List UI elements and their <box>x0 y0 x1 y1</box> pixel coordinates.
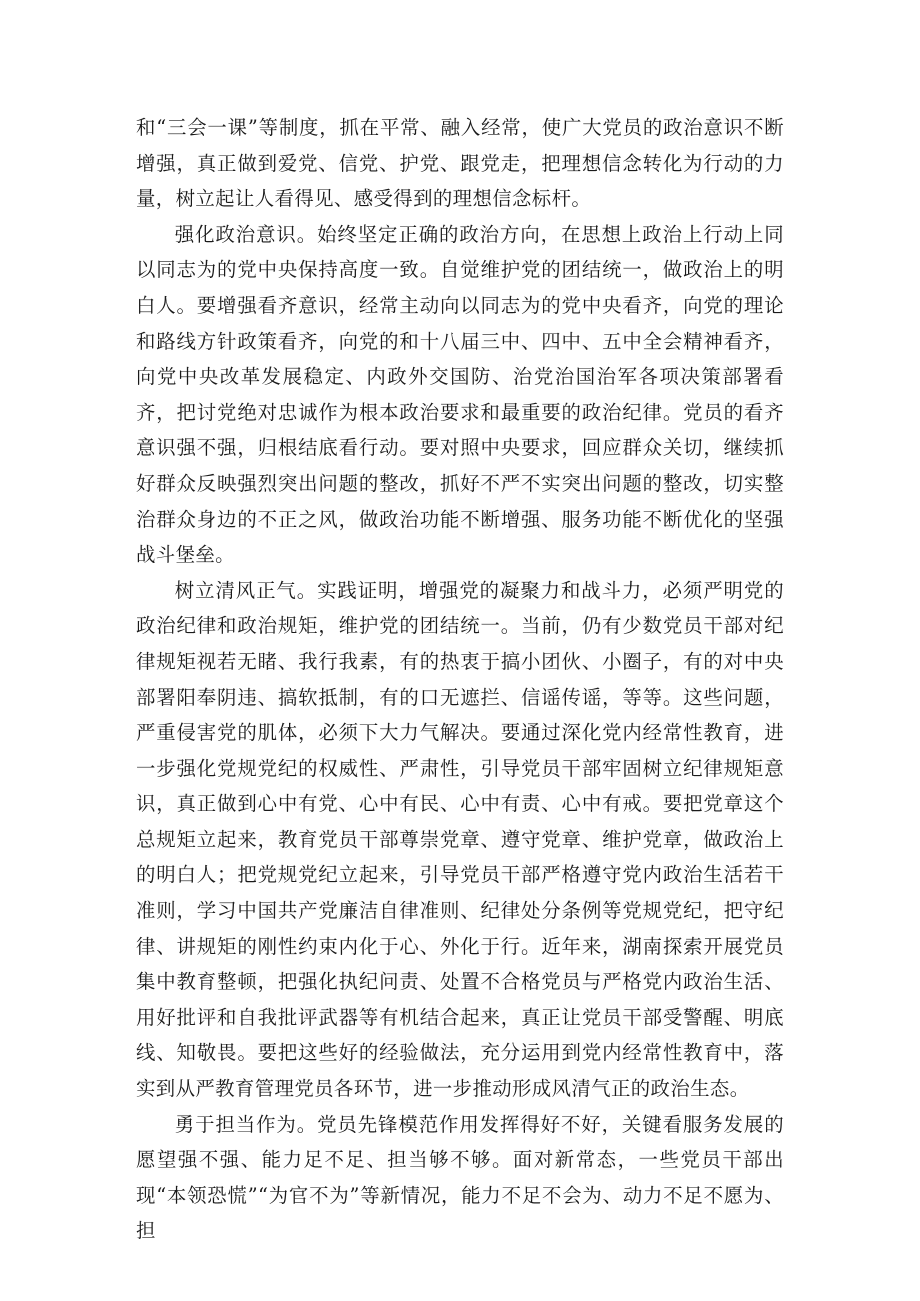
paragraph-clean-atmosphere: 树立清风正气。实践证明，增强党的凝聚力和战斗力，必须严明党的政治纪律和政治规矩，维护党的团结统一。当前，仍有少数党员干部对纪律规矩视若无睹、我行我素，有的热衷于搞小团伙、小圈子，有的对中央部署阳奉阴违、搞软抵制，有的口无遮拦、信谣传谣，等等。这些问题，严重侵害党的肌体，必须下大力气解决。要通过深化党内经常性教育，进一步强化党规党纪的权威性、严肃性，引导党员干部牢固树立纪律规矩意识，真正做到心中有党、心中有民、心中有责、心中有戒。要把党章这个总规矩立起来，教育党员干部尊崇党章、遵守党章、维护党章，做政治上的明白人；把党规党纪立起来，引导党员干部严格遵守党内政治生活若干准则，学习中国共产党廉洁自律准则、纪律处分条例等党规党纪，把守纪律、讲规矩的刚性约束内化于心、外化于行。近年来，湖南探索开展党员集中教育整顿，把强化执纪问责、处置不合格党员与严格党内政治生活、用好批评和自我批评武器等有机结合起来，真正让党员干部受警醒、明底线、知敬畏。要把这些好的经验做法，充分运用到党内经常性教育中，落实到从严教育管理党员各环节，进一步推动形成风清气正的政治生态。 <box>136 578 784 1101</box>
paragraph-take-responsibility: 勇于担当作为。党员先锋模范作用发挥得好不好，关键看服务发展的愿望强不强、能力足不足、担当够不够。面对新常态，一些党员干部出现“本领恐慌”“为官不为”等新情况，能力不足不会为、动力不足不愿为、担 <box>136 1112 784 1243</box>
document-body <box>136 110 784 1249</box>
paragraph-political-awareness: 强化政治意识。始终坚定正确的政治方向，在思想上政治上行动上同以同志为的党中央保持高度一致。自觉维护党的团结统一，做政治上的明白人。要增强看齐意识，经常主动向以同志为的党中央看齐，向党的理论和路线方针政策看齐，向党的和十八届三中、四中、五中全会精神看齐，向党中央改革发展稳定、内政外交国防、治党治国治军各项决策部署看齐，把讨党绝对忠诚作为根本政治要求和最重要的政治纪律。党员的看齐意识强不强，归根结底看行动。要对照中央要求，回应群众关切，继续抓好群众反映强烈突出问题的整改，抓好不严不实突出问题的整改，切实整治群众身边的不正之风，做政治功能不断增强、服务功能不断优化的坚强战斗堡垒。 <box>136 222 784 567</box>
paragraph-continuation: 和“三会一课”等制度，抓在平常、融入经常，使广大党员的政治意识不断增强，真正做到爱党、信党、护党、跟党走，把理想信念转化为行动的力量，树立起让人看得见、感受得到的理想信念标杆。 <box>136 116 784 211</box>
